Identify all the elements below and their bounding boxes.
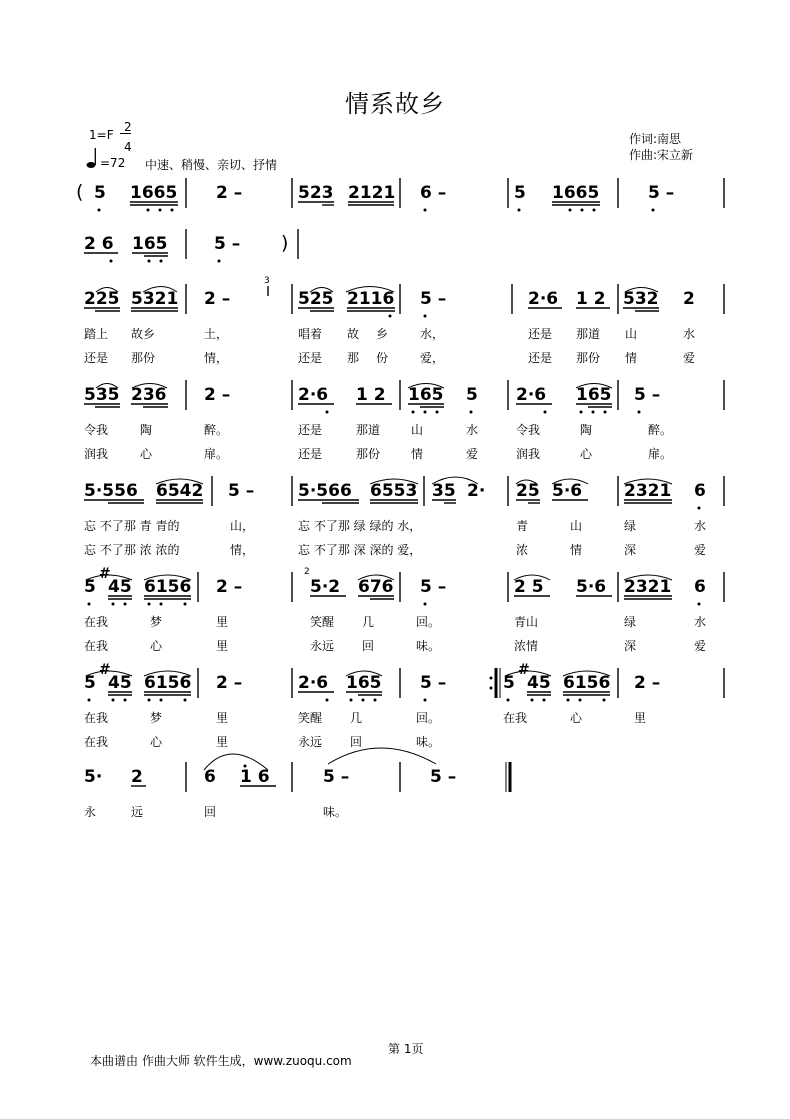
lyric: 爱 [683,351,696,365]
lyric: 味。 [416,735,441,749]
lyric: 回 [362,639,375,653]
lyric: 在我 [503,711,528,725]
lyric: 几 [362,615,375,629]
time-sig-bottom: 4 [124,140,132,154]
note: 2·6 [298,385,329,405]
note: 5 [514,183,526,203]
note: 5·6 [576,577,607,597]
lyric: 还是 [84,351,109,365]
lyric: 回 [204,805,217,819]
intro-open-paren: ( [76,181,84,203]
lyric: 故 [347,327,360,341]
note: 5 – [323,767,350,787]
lyric: 在我 [84,735,109,749]
note: 6 – [420,183,447,203]
note: 2 – [204,385,231,405]
note: 2 [683,289,695,309]
staff-line-4 [84,385,660,405]
lyric: 令我 [516,423,541,437]
note: 165 [346,673,382,693]
note: 5 – [634,385,661,405]
lyric: 里 [216,615,229,629]
note: 2·6 [516,385,547,405]
lyric: 回。 [416,615,441,629]
note: 5 [84,673,96,693]
lyric: 梦 [150,711,163,725]
note: 2121 [348,183,396,203]
note: 5·6 [552,481,583,501]
lyric: 份 [376,351,389,365]
sharp-icon: # [518,662,530,678]
final-barline [506,762,510,792]
lyrics-7a [84,710,646,725]
lyric: 那道 [356,423,381,437]
note: 523 [298,183,334,203]
lyric: 情 [570,543,583,557]
note: 2·6 [298,673,329,693]
lyric: 山， [230,519,255,533]
note: 6156 [144,673,192,693]
lyric: 陶 [140,423,153,437]
lyric: 山 [625,327,638,341]
note: 2321 [624,577,672,597]
lyric: 忘 不了那 深 深的 爱， [298,543,422,557]
note: 2·6 [528,289,559,309]
lyrics-6a [84,614,706,629]
lyric: 浓 [516,543,529,557]
lyric: 还是 [528,327,553,341]
lyric: 在我 [84,711,109,725]
note: 1665 [552,183,600,203]
lyric: 青山 [514,615,539,629]
note: 532 [623,289,659,309]
staff-line-3 [84,276,695,309]
note: 5 – [420,289,447,309]
lyric: 回。 [416,711,441,725]
sharp-icon: # [99,566,111,582]
lyric: 心 [580,447,593,461]
lyric: 绿 [624,615,637,629]
note: 5321 [131,289,179,309]
note: 1 2 [576,289,606,309]
grace-note: 3 [264,276,270,286]
note: 165 [576,385,612,405]
lyric: 心 [150,639,163,653]
lyrics-8 [84,804,347,819]
lyric: 永远 [310,639,335,653]
note: 1665 [130,183,178,203]
lyrics-7b [84,734,440,749]
lyric: 令我 [84,423,109,437]
lyric: 山 [411,423,424,437]
lyric: 绿 [624,519,637,533]
note: 6542 [156,481,204,501]
lyric: 心 [570,711,583,725]
lyric: 在我 [84,639,109,653]
lyric: 永 [84,805,97,819]
note: 6 [204,767,216,787]
lyric: 青 [516,519,529,533]
note: 5 – [214,234,241,254]
lyric: 爱， [420,351,445,365]
lyric: 踏上 [84,327,109,341]
note: 676 [358,577,394,597]
tempo: =72 [100,156,126,170]
note: 6 [694,481,706,501]
note: 2116 [347,289,395,309]
lyric: 醉。 [204,423,229,437]
note: 5 – [420,577,447,597]
note: 5·566 [298,481,352,501]
composer: 作曲:宋立新 [629,148,694,162]
lyric: 扉。 [648,447,673,461]
lyric: 爱 [694,543,707,557]
note: 2 [131,767,143,787]
repeat-sign [496,668,500,698]
lyric: 土， [204,327,229,341]
lyric: 回 [350,735,363,749]
lyric: 里 [634,711,647,725]
lyric: 深 [624,543,637,557]
note: 2 – [216,577,243,597]
note: 5 [84,577,96,597]
staff-line-6 [84,566,706,597]
lyric: 那道 [576,327,601,341]
note: 2 5 [514,577,544,597]
lyric: 水 [683,327,696,341]
note: 1 2 [356,385,386,405]
note: 5 [94,183,106,203]
note: 1 6 [240,767,270,787]
note: 5 – [420,673,447,693]
lyric: 水， [420,327,445,341]
note: 5 – [648,183,675,203]
lyric: 味。 [323,805,348,819]
key-signature: 1=F [89,128,114,142]
note: 6553 [370,481,418,501]
note: 6156 [144,577,192,597]
note: 2· [467,481,486,501]
lyric: 忘 不了那 绿 绿的 水， [298,519,422,533]
time-sig-top: 2 [124,120,132,134]
lyricist: 作词:南思 [629,132,682,146]
lyric: 味。 [416,639,441,653]
note: 5 [503,673,515,693]
staff-line-7 [84,662,660,693]
lyric: 水 [694,615,707,629]
note: 5 – [430,767,457,787]
lyric: 那份 [356,447,381,461]
lyric: 笑醒 [298,711,323,725]
note: 2321 [624,481,672,501]
note: 165 [408,385,444,405]
lyric: 山 [570,519,583,533]
lyric: 里 [216,639,229,653]
lyrics-4b [84,446,672,461]
lyric: 心 [150,735,163,749]
lyric: 那 [347,351,360,365]
lyric: 里 [216,735,229,749]
note: 2 – [634,673,661,693]
lyrics-3b [84,350,695,365]
note: 225 [84,289,120,309]
lyric: 情， [230,543,255,557]
note: 165 [132,234,168,254]
lyric: 还是 [298,423,323,437]
note: 5·556 [84,481,138,501]
note: 535 [84,385,120,405]
note: 35 [432,481,456,501]
lyric: 永远 [298,735,323,749]
lyrics-4a [84,422,672,437]
note: 45 [108,673,132,693]
lyric: 那份 [131,351,156,365]
lyric: 在我 [84,615,109,629]
intro-close-paren: ) [281,232,289,254]
lyric: 还是 [528,351,553,365]
note: 2 6 [84,234,114,254]
lyric: 情， [204,351,229,365]
lyric: 远 [131,805,144,819]
lyric: 情 [411,447,424,461]
lyric: 爱 [694,639,707,653]
lyric: 深 [624,639,637,653]
lyric: 润我 [84,447,109,461]
underlines-1 [130,202,600,205]
lyric: 里 [216,711,229,725]
sharp-icon: # [99,662,111,678]
grace-note: 2 [304,567,310,577]
lyric: 水 [466,423,479,437]
lyric: 故乡 [131,327,156,341]
lyric: 笑醒 [310,615,335,629]
note: 2 – [216,673,243,693]
lyrics-5b [84,542,706,557]
note: 45 [108,577,132,597]
note: 5 – [228,481,255,501]
lyric: 心 [140,447,153,461]
lyric: 梦 [150,615,163,629]
lyrics-3a [84,326,695,341]
note: 25 [516,481,540,501]
lyric: 陶 [580,423,593,437]
footer-credit: 本曲谱由 作曲大师 软件生成，www.zuoqu.com [90,1054,352,1068]
lyric: 乡 [376,327,389,341]
page-number: 第 1页 [388,1042,424,1056]
note: 6 [694,577,706,597]
note: 6156 [563,673,611,693]
lyric: 还是 [298,447,323,461]
lyric: 那份 [576,351,601,365]
lyric: 情 [625,351,638,365]
note: 2 – [204,289,231,309]
song-title: 情系故乡 [345,90,445,118]
lyric: 浓情 [514,639,539,653]
lyric: 唱着 [298,327,323,341]
expression: 中速、稍慢、亲切、抒情 [145,158,278,172]
note: 2 – [216,183,243,203]
note: 525 [298,289,334,309]
staff-line-5 [84,481,706,501]
lyric: 忘 不了那 浓 浓的 [84,543,180,557]
note: 236 [131,385,167,405]
note: 45 [527,673,551,693]
lyric: 醉。 [648,423,673,437]
lyric: 润我 [516,447,541,461]
lyrics-6b [84,638,706,653]
lyric: 扉。 [204,447,229,461]
lyric: 还是 [298,351,323,365]
staff-line-1 [76,181,674,203]
lyric: 爱 [466,447,479,461]
lyric: 水 [694,519,707,533]
octave-dots-1 [98,209,655,212]
lyric: 几 [350,711,363,725]
note: 5·2 [310,577,341,597]
lyric: 忘 不了那 青 青的 [84,519,180,533]
note: 5 [466,385,478,405]
note: 5· [84,767,103,787]
lyrics-5a [84,518,706,533]
bar-lines-1 [186,178,724,208]
